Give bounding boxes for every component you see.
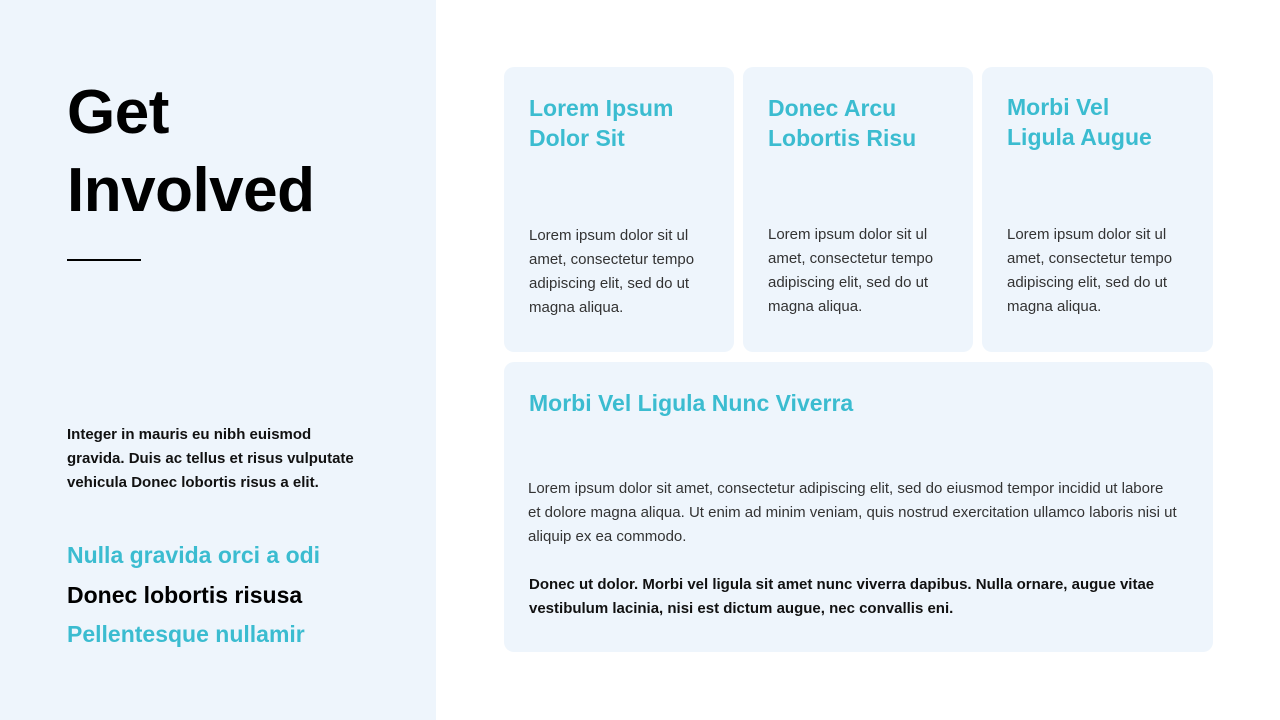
link-nulla-gravida[interactable]: Nulla gravida orci a odi <box>67 542 321 568</box>
left-panel <box>0 0 436 720</box>
info-card-3 <box>982 67 1213 352</box>
card-title-line-1: Lorem Ipsum <box>529 95 674 121</box>
card-title <box>529 93 673 153</box>
card-text: Lorem ipsum dolor sit ul amet, consectetur tempo adipiscing elit, sed do ut magna aliqua. <box>529 227 695 316</box>
info-card-2 <box>743 67 973 352</box>
card-title <box>768 93 916 153</box>
info-card-1 <box>504 67 734 352</box>
wide-info-card <box>504 362 1213 652</box>
card-text: Lorem ipsum dolor sit ul amet, consectetur tempo adipiscing elit, sed do ut magna aliqua. <box>1007 226 1173 315</box>
card-title-line-1: Donec Arcu <box>768 95 897 121</box>
link-pellentesque[interactable]: Pellentesque nullamir <box>67 621 305 647</box>
wide-card-bold-text: Donec ut dolor. Morbi vel ligula sit amet nunc viverra dapibus. Nulla ornare, augue vitae vestibulum lacinia, nisi est dictum augue, nec convallis eni. <box>529 576 1155 617</box>
title-divider <box>67 259 141 261</box>
card-title-line-2: Ligula Augue <box>1007 124 1152 150</box>
title-line-2: Involved <box>67 156 315 225</box>
card-title-line-2: Lobortis Risu <box>768 125 917 151</box>
page-title <box>67 74 315 230</box>
wide-card-text: Lorem ipsum dolor sit amet, consectetur adipiscing elit, sed do eiusmod tempor incidid ut labore et dolore magna aliqua. Ut enim ad minim veniam, quis nostrud exercitation ullamco laboris nisi ut aliquip ex ea commodo. <box>528 480 1177 545</box>
title-line-1: Get <box>67 78 169 147</box>
intro-text: Integer in mauris eu nibh euismod gravida. Duis ac tellus et risus vulputate vehicula Donec lobortis risus a elit. <box>67 426 354 491</box>
card-title-line-1: Morbi Vel <box>1007 94 1110 120</box>
link-list <box>67 536 320 655</box>
card-text: Lorem ipsum dolor sit ul amet, consectetur tempo adipiscing elit, sed do ut magna aliqua. <box>768 226 934 315</box>
wide-card-title: Morbi Vel Ligula Nunc Viverra <box>529 390 854 416</box>
card-title-line-2: Dolor Sit <box>529 125 625 151</box>
card-title <box>1007 92 1152 152</box>
link-donec-lobortis[interactable]: Donec lobortis risusa <box>67 581 303 608</box>
